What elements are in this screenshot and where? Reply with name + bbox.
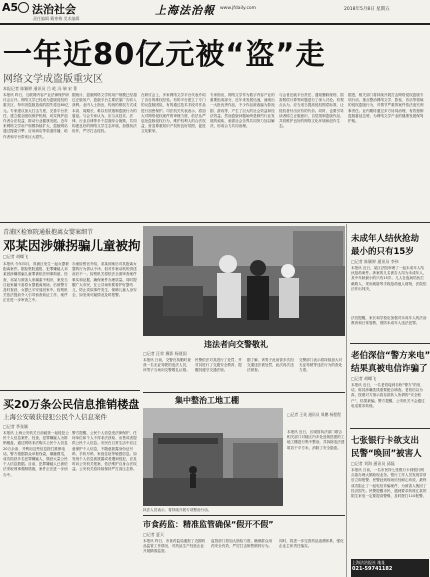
lead-body-col-6: 据悉，相关部门将持续开展打击网络侵权盗版专项行动，重点整治网络文学、影视、音乐等领域的侵权盗版行为，对情节严重的案件依法追究刑事责任。业内期待通过多方协同治理，有效遏制盗版蔓延态势，为网络文学产业的健康发展保驾护航。: [348, 93, 424, 124]
bank-headline: 七张银行卡欲支出: [351, 436, 420, 446]
police-body-col-4: 交警部门表示将持续加大对无证驾驶等违法行为的查处力度。: [299, 358, 343, 373]
center-mid-rule: [143, 392, 345, 393]
lead-subheadline: 网络文学成盗版重灾区: [3, 74, 103, 85]
fraud-kicker: 青浦区检察院通报抱离女婴案细节: [3, 229, 94, 236]
elder-scam-headline: 老伯深信“警方来电”: [351, 351, 430, 361]
data-leak-subheadline: 上海公安破获侵犯公民个人信息案件: [3, 413, 107, 421]
elder-scam-byline: □记者 胡蝶飞: [351, 376, 377, 381]
fraud-body-col-1: 本报讯 今年四月，青浦区发生一起女婴被抱离案件。据检察院通报，犯罪嫌疑人邓某因涉嫌拐骗儿童罪被依法刑事拘留。经查，邓某与被害人家属素不相识，案发当日趁家属不备将女婴抱离现场，后被警方及时查获，女婴已平安返回家中。检察机关依法提前介入引导侦查取证工作，案件正在进一步审查之中。: [3, 262, 69, 303]
construction-photo: [143, 408, 283, 506]
data-leak-body-col-1: 本报讯 上海公安机关日前破获一起侵犯公民个人信息案件。经查，犯罪嫌疑人为推销楼盘，通过网络非法购买公民个人信息20万余条，并利用这些信息拨打推销电话。警方根据群众举报线索，顺藤摸瓜，成功抓获多名犯罪嫌疑人，缴获大量公民个人信息数据。目前，犯罪嫌疑人已被依法采取刑事强制措施，案件正在进一步侦办中。: [3, 431, 69, 477]
drugs-body-col-3: 同时，将进一步完善药品追溯体系，强化企业主体责任落实。: [279, 539, 344, 549]
police-body-col-3: 据了解，该男子此前曾多次因交通违法被处罚，此次再次违法被查。: [247, 358, 294, 373]
lead-headline: 一年近80亿元被“盗”走: [3, 37, 326, 71]
elder-scam-subheadline: 结果真被电信诈骗了: [351, 364, 428, 374]
demolition-bottom-rule: [143, 515, 345, 516]
lead-body-col-5: 与会者还就平台责任、通知删除规则、损害赔偿计算等问题进行了深入讨论。有观点认为，应当适当提高侵权赔偿标准，让侵权者付出应有的代价。同时，也要引导读者树立正版意识，自觉抵制盗版作品，共同维护良好的网络文化环境和创作生态。: [279, 93, 344, 129]
masthead-rule: [0, 23, 430, 25]
fraud-bottom-rule: [0, 390, 140, 391]
police-photo: [143, 226, 345, 336]
teen-headline: 未成年人结伙抢劫: [351, 234, 420, 244]
page-code: A5: [2, 1, 19, 14]
lead-bottom-rule: [0, 222, 430, 223]
police-body-col-1: 本报讯 日前，交警在执勤时查获一名无证驾驶的违法人员，该男子当场向交警敬礼认错。: [143, 358, 191, 373]
elder-scam-bottom-rule: [350, 428, 430, 429]
data-leak-headline: 买20万条公民信息推销楼盘: [3, 398, 140, 411]
bank-subheadline: 民警“唤回”被害人: [351, 449, 422, 459]
editor-line: 责任编辑 戴寒梅 美术编辑: [33, 16, 80, 21]
construction-scene-illustration: [143, 408, 283, 506]
drugs-byline: □记者 夏天: [143, 532, 165, 537]
teen-byline: □记者 陈颖婷 通讯员 李伟: [351, 259, 399, 264]
demolition-byline-1: □记者 王英 通讯员 周鹏 杨程程: [287, 412, 341, 417]
police-body-col-2: 民警依法对其进行了处罚，并对其进行了交通安全教育，提醒其遵守交通法规。: [195, 358, 242, 373]
teen-bottom-rule: [350, 343, 430, 344]
masthead: [0, 0, 430, 26]
issue-date: 2018年5月8日 星期五: [344, 7, 390, 12]
bank-byline: □记者 刘海 通讯员 邱磊: [351, 461, 395, 466]
section-icon: [18, 2, 29, 13]
right-col-divider: [346, 224, 347, 577]
police-byline: □记者 汪荣 摄影 杨建国: [143, 351, 187, 356]
elder-scam-body: 本报讯 近日，一名老伯接到自称“警方”的电话，称其涉嫌洗钱需要配合调查。老伯信以为真，按照对方指示将存款转入所谓的“安全账户”，结果被骗。警方提醒，公安机关不会通过电话要求转账。: [351, 383, 425, 408]
bank-body: 本报讯 日前，一名市民持七张银行卡到银行网点欲办理大额取现业务。银行工作人员发现异常后立即报警，民警赶到现场后经耐心劝说，最终成功阻止了一起电信诈骗案件，为被害人挽回了经济损失。民警提醒市民，遇到要求转账汇款的陌生来电一定要提高警惕，及时拨打110报警。: [351, 468, 427, 499]
fraud-body-col-2: 办案检察官介绍，邓某到案后对其抱离女婴的行为供认不讳，但对作案动机的供述前后不一。检察机关将依法全面审查案件事实和证据，确保案件办理质量。同时提醒广大市民，在公共场所要看护好婴幼儿，防止类似事件发生，保障儿童人身安全，如发现可疑情况及时报警。: [72, 262, 137, 298]
demolition-body-side: 本报讯 近日，区城管执法部门联合相关部门对辖区内多处违规搭建的工地工棚进行集中整治，共拆除违法建筑若干平方米，消除了安全隐患。: [287, 430, 345, 450]
teen-body-col-1: 本报讯 近日，某区法院审理了一起未成年人结伙抢劫案件。涉案的几名被告人均为未成年人，其中年龄最小的只有15岁。几人在夜间结伙拦截路人，采用威胁等手段抢劫他人财物，法院依法作出判决。: [351, 266, 427, 291]
teen-subheadline: 最小的只有15岁: [351, 247, 414, 257]
section-title: 法治社会: [32, 3, 76, 16]
footer-phone: 021-59741182: [352, 566, 393, 572]
fraud-headline: 邓某因涉嫌拐骗儿童被拘: [3, 238, 141, 253]
data-leak-byline: □记者 季张颖: [3, 424, 29, 429]
drugs-body-col-1: 本报讯 昨日，市食药监局通报了近期药品监管工作情况，对药品生产经营企业开展精准监管。: [143, 539, 206, 554]
lead-byline: 本报记者 陈颖婷 通讯员 吕 屹 冯 瑞 宋 菁: [3, 86, 78, 91]
lead-body-col-4: 专家指出，网络文学作为数字内容产业的重要组成部分，近年来发展迅速，涌现出一大批优秀作品，不少作品被改编为影视剧、游戏等，产生了巨大的社会效益和经济效益。然而盗版问题始终是制约行业发展的顽疾，亟需社会各界共同努力加以解决，形成合力共同治理。: [210, 93, 275, 129]
police-caption: 违法者向交警敬礼: [204, 340, 268, 349]
website: www.jfdaily.com: [220, 6, 257, 11]
lead-body-col-2: 据统计，盗版网络文学的用户规模已经超过正版用户，盗版平台主要依靠广告收入获利。业内人士指出，传统的维权方式成本高、周期长，难以有效遏制盗版行为的蔓延。与会专家认为，应当从技术、法律、行业自律等多个层面综合施策，共同构建良好的网络文学生态环境，加强执法协作，严厉打击侵权。: [72, 93, 137, 134]
lead-body-col-3: 在研讨会上，多家网络文学平台代表介绍了各自的维权经验。有的平台建立了专门的反盗版团队，有的通过技术手段对作品进行加密保护。司法机关代表表示，将加大对网络侵权案件的审理力度，依法从严惩处盗版侵权行为，维护权利人的合法权益，营造尊重知识产权的良好氛围，促进文化繁荣。: [141, 93, 206, 134]
demolition-body-bottom: 执法人员表示，将持续开展专项整治行动。: [143, 508, 212, 512]
drugs-body-col-2: 监管部门将加大抽检力度，确保群众用药安全有效，严厉打击制售假药行为。: [211, 539, 273, 549]
teen-body-col-1b: 法官提醒，家长和学校应加强对未成年人的法治教育和日常管教，预防未成年人违法犯罪。: [351, 316, 427, 326]
footer-label: 上海法治报社 地址: [352, 560, 386, 565]
fraud-byline: □记者 胡蝶飞: [3, 254, 29, 259]
drugs-headline: 市食药监：精准监管确保“假开不假”: [143, 520, 274, 529]
lead-body-col-1: 本报讯 昨日，互联网内容产业法律保护研讨会召开。网络文学已经成为盗版侵权的重灾区，每年因盗版造成的损失将近80亿元。专家建议加大打击力度，完善平台责任，建立健全版权保护机制，切实保护创作者合法权益，推动行业健康发展。近年来网络文学用户规模持续扩大，盗版网站通过搜索引擎、应用商店等渠道传播，给作者和平台带来巨大损失。: [3, 93, 69, 139]
demolition-caption: 集中整治工地工棚: [175, 396, 239, 405]
data-leak-body-col-2: 警方提醒，公民个人信息受法律保护，任何单位和个人不得非法获取、出售或者提供公民个人信息。市民在日常生活中应注意保护个人信息，不随意泄露身份证号码、手机号码、家庭住址等敏感信息。如发现个人信息被泄露或者遭到侵犯，应及时向公安机关报案，依法维护自身合法权益。公安机关将持续保持严打高压态势。: [72, 431, 137, 472]
paper-name-logo: 上海法治報: [155, 4, 215, 17]
sidebar-footer: [351, 559, 429, 577]
police-scene-illustration: [143, 226, 345, 336]
